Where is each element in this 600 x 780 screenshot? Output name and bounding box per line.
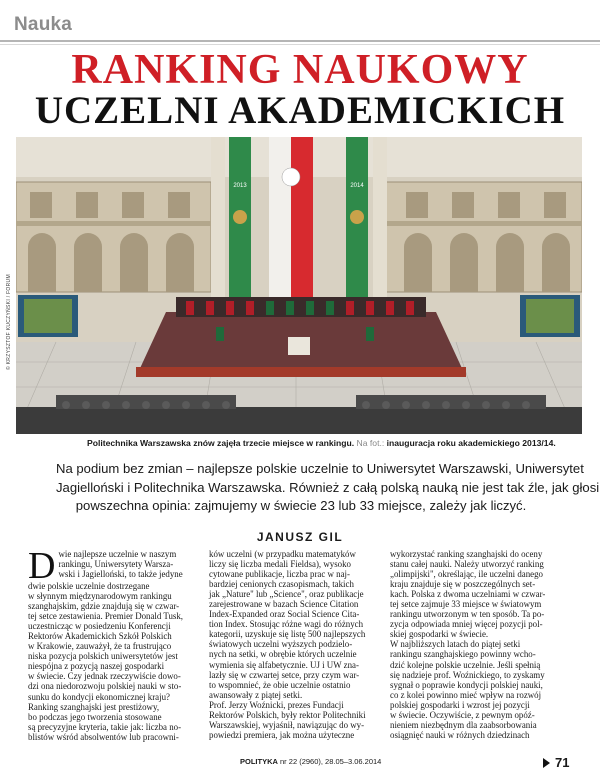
caption-label: Na fot.:	[356, 438, 385, 448]
magazine-name: POLITYKA	[240, 757, 278, 766]
lead-line: Na podium bez zmian – najlepsze polskie uczelnie to Uniwersytet Warszawski, Uniwersytet	[56, 461, 584, 476]
text-line: bardziej cenionych czasopismach, takich	[209, 579, 354, 590]
text-line: wymienia się alfabetycznie. UJ i UW zna-	[209, 659, 359, 670]
text-line: rankingu, Uniwersytety Warsza-	[58, 559, 174, 570]
dropcap: D	[28, 545, 56, 587]
headline-line-2: UCZELNI AKADEMICKICH	[34, 89, 566, 132]
text-line: rankingu szanghajskiego powinny wcho-	[390, 649, 536, 660]
text-line: uczestnicząc w posiedzeniu Konferencji	[28, 621, 171, 632]
text-line: dzi ona niedorozwoju polskiej nauki w sto-	[28, 681, 182, 692]
text-line: jak „Nature" lub „Science", oraz publikacje	[209, 589, 364, 600]
text-line: Warszawskiej, wyjaśnił, nawiązując do wy-	[209, 719, 365, 730]
text-line: co z kolei powinno mieć wpływ na rozwój	[390, 689, 542, 700]
author-byline: JANUSZ GIL	[256, 530, 344, 544]
text-line: kraju znajduje się w poszczególnych set-	[390, 579, 536, 590]
text-line: nych na setki, w obrębie których uczelnie	[209, 649, 357, 660]
lead-line: powszechna opinia: zajmujemy w świecie 23 lub 33 miejsce, zależy jak liczyć.	[75, 498, 527, 513]
text-line: kach. Polska z dwoma uczelniami w czwar-	[390, 589, 546, 600]
text-line: W najbliższych latach do piątej setki	[390, 639, 521, 650]
caption-main: Politechnika Warszawska znów zajęła trzecie miejsce w rankingu.	[87, 438, 355, 448]
page-footer	[0, 755, 600, 775]
text-line: zarejestrowane w bazach Science Citation	[209, 599, 359, 610]
section-divider-thin	[0, 44, 600, 45]
text-line: w słynnym międzynarodowym rankingu	[28, 591, 172, 602]
text-line: tion Index. Stosując różne wagi do różnych	[209, 619, 364, 630]
text-line: kategorii, uzyskuje się listę 500 najlepszych	[209, 629, 366, 640]
column-3	[390, 549, 558, 740]
caption-text: inauguracja roku akademickiego 2013/14.	[386, 438, 556, 448]
text-line: Rektorów Polskich, były rektor Politechniki	[209, 709, 366, 720]
text-line: Index-Expanded oraz Social Science Cita-	[209, 609, 360, 620]
text-line: „olimpijski", określając, ile uczelni danego	[390, 569, 543, 580]
text-line: dwie polskie uczelnie dostrzegane	[28, 581, 150, 591]
text-line: w Krakowie, zauważył, że ta frustrująco	[28, 641, 172, 652]
text-line: się nadzieje prof. Woźnickiego, to zyskamy	[390, 669, 545, 680]
text-line: cytowane publikacje, liczba prac w naj-	[209, 569, 350, 580]
text-line: Prof. Jerzy Woźnicki, prezes Fundacji	[209, 699, 344, 710]
text-line: szanghajskim, gdzie znajdują się w czwar-	[28, 601, 180, 612]
text-line: Ranking szanghajski jest prestiżowy,	[28, 701, 160, 712]
text-line: tej setce zajmuje 33 miejsce w światowym	[390, 599, 542, 610]
text-line: powiedzi premiera, jak można użyteczne	[209, 729, 355, 740]
text-line: w świecie. Czy jednak rzeczywiście dowo-	[28, 671, 181, 682]
banner-year-left: 2013	[233, 183, 247, 189]
ceremony-photo	[16, 137, 582, 434]
text-line: stanu całej nauki. Należy utworzyć ranking	[390, 559, 544, 570]
text-line: awansowały z piątej setki.	[209, 689, 303, 700]
text-line: niska pozycja polskich uniwersytetów jest	[28, 651, 178, 662]
text-line: niespójna z pozycją naszej gospodarki	[28, 661, 165, 672]
text-line: wski i Jagielloński, to także jedyne	[58, 569, 183, 580]
footer-publication	[240, 757, 381, 766]
text-line: ków uczelni (w przypadku matematyków	[209, 549, 356, 559]
text-line: sygnał o poprawie kondycji polskiej nauki,	[390, 679, 543, 690]
text-line: polskiej gospodarki i wzrost jej pozycji	[390, 699, 530, 710]
text-line: są precyzyjne kryteria, takie jak: liczba no-	[28, 721, 182, 732]
flag-white	[269, 137, 291, 297]
text-line: blistów wśród absolwentów lub pracowni-	[28, 731, 179, 742]
section-divider	[0, 40, 600, 42]
text-line: bo podczas jego tworzenia stosowane	[28, 711, 162, 722]
continue-arrow-icon	[543, 758, 550, 768]
text-line: wie najlepsze uczelnie w naszym	[58, 549, 177, 559]
banner-year-right: 2014	[350, 183, 364, 189]
text-line: dzić kolejne polskie uczelnie. Jeśli spełnią	[390, 659, 541, 670]
text-line: Rektorów Akademickich Szkół Polskich	[28, 631, 172, 642]
headline-line-1: RANKING NAUKOWY	[71, 47, 529, 93]
text-line: rankingu utworzonym w ten sposób. Ta po-	[390, 609, 545, 620]
text-line: nieniem niezbędnym dla zaabsorbowania	[390, 719, 537, 730]
column-2	[209, 549, 377, 740]
lead-line: Jagielloński i Politechnika Warszawska. Również z całą polską nauką nie jest tak źle, jak głosi	[56, 479, 600, 495]
text-line: sunku do kondycji ekonomicznej kraju?	[28, 691, 170, 702]
text-line: tej setce zestawienia. Premier Donald Tusk,	[28, 611, 184, 622]
photo-credit: © KRZYSZTOF KUCZYŃSKI / FORUM	[6, 274, 12, 370]
text-line: liczy się liczba medali Fieldsa), wysoko	[209, 559, 351, 570]
issue-info: nr 22 (2960), 28.05–3.06.2014	[280, 757, 382, 766]
text-line: osiągnięć nauki w różnych dziedzinach	[390, 729, 530, 740]
section-label: Nauka	[14, 14, 73, 35]
text-line: w świecie. Oczywiście, z pewnym opóź-	[390, 709, 535, 720]
page-number: 71	[555, 755, 570, 770]
photo-caption	[87, 437, 597, 449]
flag-red	[291, 137, 313, 297]
text-line: to wspomnieć, że obie uczelnie ostatnio	[209, 679, 351, 690]
column-1	[28, 545, 196, 742]
text-line: zycja odpowiada mniej więcej pozycji pol-	[390, 619, 543, 630]
text-line: lazły się w czwartej setce, przy czym war-	[209, 669, 360, 680]
text-line: wykorzystać ranking szanghajski do oceny	[390, 549, 543, 559]
text-line: skiej gospodarki w świecie.	[390, 629, 489, 640]
lead-paragraph	[56, 460, 600, 516]
text-line: światowych uczelni wyższych podzielo-	[209, 639, 353, 650]
